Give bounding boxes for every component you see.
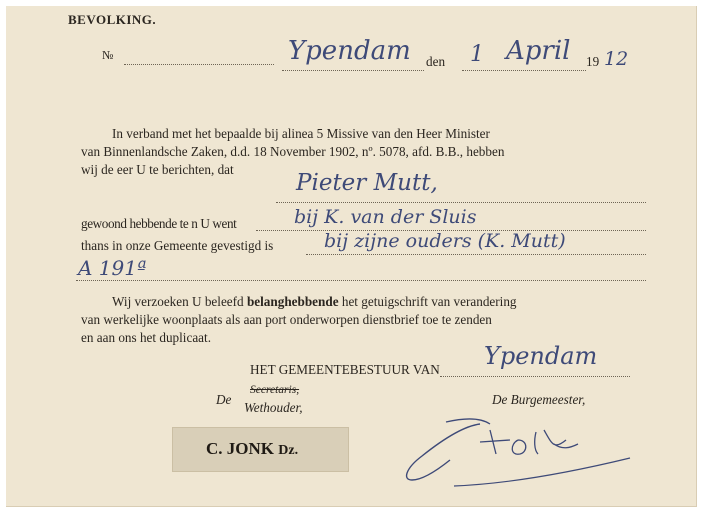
board-dotted-line bbox=[440, 376, 630, 377]
para1-line3: wij de eer U te berichten, dat bbox=[81, 162, 234, 177]
para1-line1: In verband met het bepaalde bij alinea 5 Missive van den Heer Minister bbox=[112, 126, 490, 141]
stamp-text: C. JONK Dz. bbox=[206, 439, 299, 458]
board-label: HET GEMEENTEBESTUUR VAN bbox=[250, 362, 440, 377]
mayor-signature bbox=[394, 410, 644, 496]
para2-line2: van werkelijke woonplaats als aan port onderworpen dienstbrief toe te zenden bbox=[81, 312, 492, 327]
filled-name: Pieter Mutt, bbox=[296, 170, 438, 196]
name-dotted-line bbox=[276, 202, 646, 203]
wethouder-label: Wethouder, bbox=[244, 400, 303, 415]
de-label: De bbox=[216, 392, 232, 407]
filled-address: A 191ª bbox=[78, 256, 147, 280]
header-title: BEVOLKING. bbox=[68, 12, 157, 27]
document-card bbox=[6, 6, 697, 507]
board-place: Ypendam bbox=[484, 342, 598, 370]
burgemeester-label: De Burgemeester, bbox=[492, 392, 586, 407]
place-dotted-line bbox=[282, 70, 424, 71]
number-dotted-line bbox=[124, 64, 274, 65]
date-day: 1 bbox=[470, 42, 484, 67]
year-prefix: 19 bbox=[586, 54, 600, 69]
para2-line3: en aan ons het duplicaat. bbox=[81, 330, 211, 345]
now-dotted-line bbox=[306, 254, 646, 255]
prev-address-label: gewoond hebbende te n U went bbox=[81, 216, 237, 231]
prev-address-value: bij K. van der Sluis bbox=[294, 206, 477, 228]
date-place: Ypendam bbox=[288, 36, 411, 66]
den-label: den bbox=[426, 54, 446, 69]
year-suffix: 12 bbox=[604, 48, 629, 70]
secretaris-label: Secretaris, bbox=[250, 384, 300, 396]
date-month: April bbox=[506, 36, 571, 66]
now-address-label: thans in onze Gemeente gevestigd is bbox=[81, 238, 274, 253]
name-stamp bbox=[172, 427, 349, 472]
now-address-value: bij zijne ouders (K. Mutt) bbox=[324, 230, 566, 252]
address-dotted-line bbox=[76, 280, 646, 281]
para2-line1: Wij verzoeken U beleefd belanghebbende het getuigschrift van verandering bbox=[112, 294, 517, 309]
number-label: № bbox=[102, 48, 114, 62]
month-dotted-line bbox=[462, 70, 586, 71]
para1-line2: van Binnenlandsche Zaken, d.d. 18 November 1902, nº. 5078, afd. B.B., hebben bbox=[81, 144, 505, 159]
